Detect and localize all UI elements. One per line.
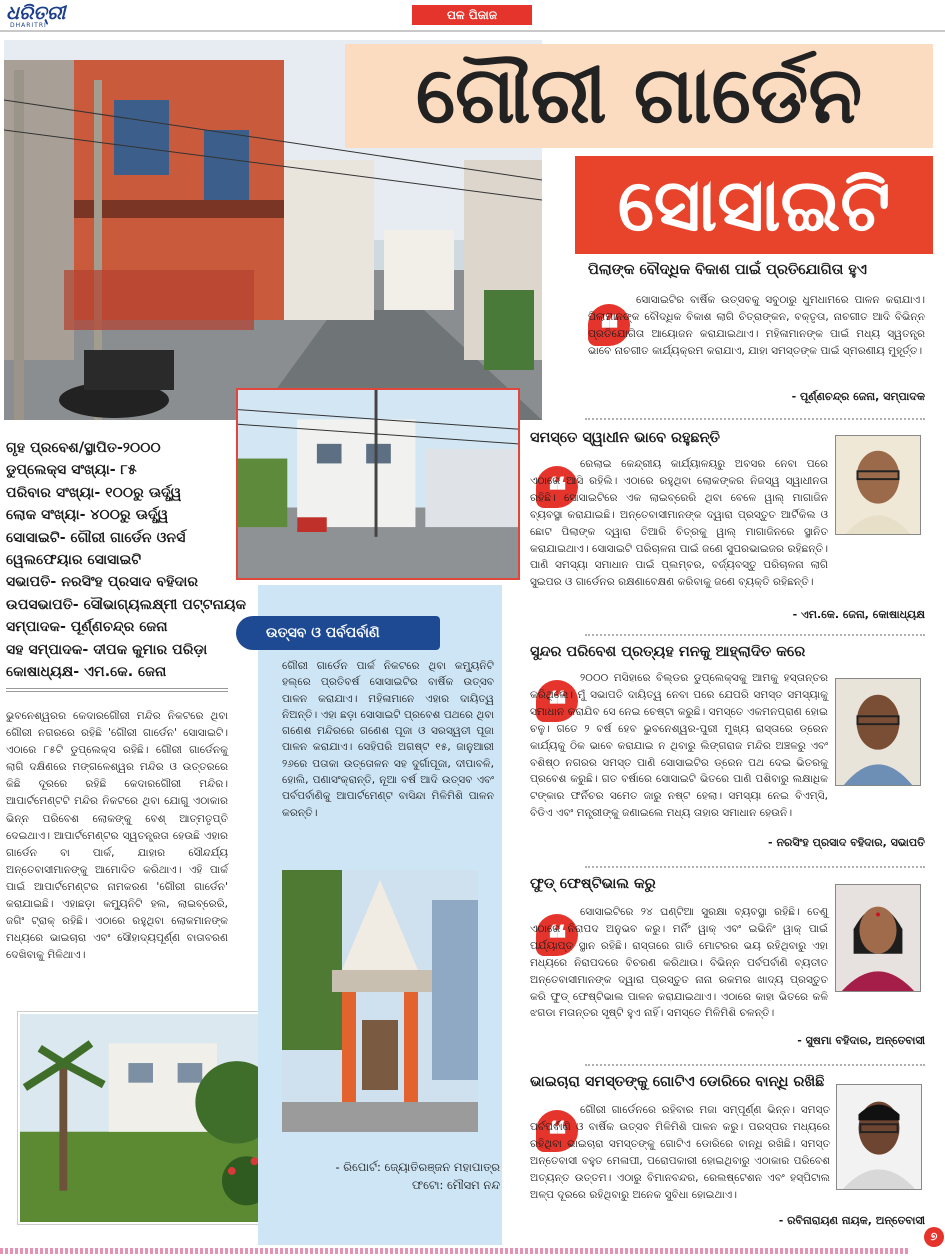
top-divider [0,30,945,32]
quote-signature: - ରବିନାରାୟଣ ନାୟକ, ଅନ୍ତେବାସୀ [778,1214,925,1227]
fact-line: ୱେଲଫେୟାର ସୋସାଇଟି [6,552,142,569]
quote-block-5 [530,1074,925,1239]
fact-line: ସହ ସମ୍ପାଦକ- ଦୀପକ କୁମାର ପରିଡ଼ା [6,641,208,658]
quote-block-2 [530,430,925,630]
section-tag: ପଳ ପିଜାଜ [412,5,532,25]
fact-line: କୋଷାଧ୍ୟକ୍ଷ- ଏମ.କେ. ଜେନା [6,664,167,681]
quote-mark-icon: ❝ [536,914,578,956]
quote-signature: - ସୁଷମା ବହିଦାର, ଅନ୍ତେବାସୀ [797,1034,925,1047]
quote-heading: ସମସ୍ତେ ସ୍ୱାଧୀନ ଭାବେ ରହୁଛନ୍ତି [530,430,721,446]
quote-text: ସୋସାଇଟିରେ ୨୪ ଘଣ୍ଟିଆ ସୁରକ୍ଷା ବ୍ୟବସ୍ଥା ରହିଛି। ତେଣୁ ଏଠାରେ ନିରାପଦ ଅନୁଭବ କରୁ। ମର୍ନିଂ ୱାକ୍ ଏବଂ ଇଭିନିଂ ୱାକ୍ ପାଇଁ ପର୍ଯ୍ୟାପ୍ତ ସ୍ଥାନ ରହିଛି। ରାସ୍ତାରେ ଗାଡି ମୋଟରର ଭୟ ରହିଥିବାରୁ ଏହା ମଧ୍ୟରେ ନିରାପଦରେ ବିଚରଣ କରିଥାଉ। ବିଭିନ୍ନ ପର୍ବପର୍ବାଣି ବ୍ୟତୀତ ଅନ୍ତେବାସୀମାନଙ୍କ ଦ୍ୱାରା ପ୍ରସ୍ତୁତ ନାନା ରକମର ଖାଦ୍ୟ ପ୍ରସ୍ତୁତ କରି ଫୁଡ୍ ଫେଷ୍ଟିଭାଲ ପାଳନ କରାଯାଇଥାଏ। ଏଠାରେ କାହା ଭିତରେ କଳି ଝଗଡା ମତାନ୍ତର ସୃଷ୍ଟି ହୁଏ ନାହିଁ। ସମସ୍ତେ ମିଳିମିଶି ଚଳନ୍ତି। [530,906,828,1020]
portrait-mk-jena [835,435,921,535]
fact-line: ଲୋକ ସଂଖ୍ୟା- ୪୦୦ରୁ ଊର୍ଦ୍ଧ୍ୱ [6,507,169,524]
quote-text: ଗୌରୀ ଗାର୍ଡେନରେ ରହିବାର ମଜା ସମ୍ପୂର୍ଣ୍ଣ ଭିନ୍ନ। ସମସ୍ତ ପର୍ବପର୍ବାଣି ଓ ବାର୍ଷିକ ଉତ୍ସବ ମିଳିମିଶି ପାଳନ କରୁ। ପରସ୍ପର ମଧ୍ୟରେ ରହିଥିବା ଭାଇଚାରା ସମସ୍ତଙ୍କୁ ଗୋଟିଏ ଡୋରିରେ ବାନ୍ଧି ରଖିଛି। ସମସ୍ତ ଅନ୍ତେବାସୀ ବହୁତ ମେଳାପୀ, ପରୋପକାରୀ ହୋଇଥିବାରୁ ଏଠାକାର ପରିବେଶ ଅତ୍ୟନ୍ତ ଉତ୍ତମ। ଏଠାରୁ ବିମାନବନ୍ଦର, ରେଲଷ୍ଟେଶନ ଏବଂ ହସ୍ପିଟାଲ ଅଳ୍ପ ଦୂରରେ ରହିଥିବାରୁ ଅନେକ ସୁବିଧା ହୋଇଥାଏ। [530,1104,830,1201]
garden-photo [18,1012,288,1224]
quote-heading: ପିଲାଙ୍କ ବୌଦ୍ଧିକ ବିକାଶ ପାଇଁ ପ୍ରତିଯୋଗିତା ହୁଏ [588,262,867,278]
quote-mark-icon: ❝ [536,1110,578,1152]
quote-block-4 [530,876,925,1056]
quote-mark-icon: ❝ [536,680,578,722]
photo-credit: ଫଟୋ: ମୌସମ ନନ୍ଦ [412,1178,500,1192]
festival-text: ଗୌରୀ ଗାର୍ଡେନ ପାର୍କ ନିକଟରେ ଥିବା କମ୍ୟୁନିଟି ହଲ୍‌ରେ ପ୍ରତିବର୍ଷ ସୋସାଇଟିର ବାର୍ଷିକ ଉତ୍ସବ ପାଳନ କରାଯାଏ। ମହିଳାମାନେ ଏହାର ଦାୟିତ୍ୱ ନିଅନ୍ତି। ଏହା ଛଡ଼ା ସୋସାଇଟି ପ୍ରବେଶ ପଥରେ ଥିବା ଗଣେଶ ମନ୍ଦିରରେ ଗଣେଶ ପୂଜା ଓ ସରସ୍ୱତୀ ପୂଜା ପାଳନ କରାଯାଏ। ସେହିପରି ଅଗଷ୍ଟ ୧୫, ଜାନୁଆରୀ ୨୬ରେ ପତାକା ଉତ୍ତୋଳନ ସହ ଦୁର୍ଗାପୂଜା, ଦୀପାବଳି, ହୋଲି, ପଣାସଂକ୍ରାନ୍ତି, ନୂଆ ବର୍ଷ ଆଦି ଉତ୍ସବ ଏବଂ ପର୍ବପର୍ବାଣିକୁ ଆପାର୍ଟମେଣ୍ଟ ବାସିନ୍ଦା ମିଳିମିଶି ପାଳନ କରନ୍ତି। [282,660,494,819]
masthead [0,0,945,30]
quote-block-1 [588,262,925,412]
temple-photo [282,870,478,1132]
fact-line: ଗୃହ ପ୍ରବେଶ/ସ୍ଥାପିତ-୨୦୦୦ [6,440,161,456]
houses-photo [236,388,520,580]
fact-line: ସୋସାଇଟି- ଗୌରୀ ଗାର୍ଡେନ ଓନର୍ସ [6,529,186,546]
headline-line-2: ସୋସାଇଟି [575,156,933,254]
quote-heading: ଫୁଡ୍ ଫେଷ୍ଟିଭାଲ କରୁ [530,876,656,892]
fact-line: ସମ୍ପାଦକ- ପୂର୍ଣ୍ଣଚନ୍ଦ୍ର ଜେନା [6,619,168,636]
quote-signature: - ଏମ.କେ. ଜେନା, କୋଷାଧ୍ୟକ୍ଷ [792,608,925,621]
report-credit: - ରିପୋର୍ଟ: ଜ୍ୟୋତିରଞ୍ଜନ ମହାପାତ୍ର [335,1160,500,1174]
quote-text: ସୋସାଇଟିର ବାର୍ଷିକ ଉତ୍ସବକୁ ସବୁଠାରୁ ଧୁମଧାମରେ ପାଳନ କରାଯାଏ। ପିଲାମାନଙ୍କ ବୌଦ୍ଧିକ ବିକାଶ ଲାଗି ଚିତ୍ରାଙ୍କନ, ବକ୍ତୃତା, ନାଚଗୀତ ଆଦି ବିଭିନ୍ନ ପ୍ରତିଯୋଗିତା ଆୟୋଜନ କରାଯାଇଥାଏ। ମହିଳାମାନଙ୍କ ପାଇଁ ମଧ୍ୟ ସ୍ୱତନ୍ତ୍ର ଭାବେ ନାଚଗୀତ କାର୍ଯ୍ୟକ୍ରମ କରାଯାଏ, ଯାହା ସମସ୍ତଙ୍କ ପାଇଁ ସ୍ମରଣୀୟ ମୁହୂର୍ତ୍ତ। [588,294,925,357]
fact-line: ପରିବାର ସଂଖ୍ୟା- ୧୦୦ରୁ ଊର୍ଦ୍ଧ୍ୱ [6,484,182,501]
fact-line: ଡୁପ୍ଲେକ୍ସ ସଂଖ୍ୟା- ୮୫ [6,462,137,479]
fact-line: ଉପସଭାପତି- ସୌଭାଗ୍ୟଲକ୍ଷ୍ମୀ ପଟ୍ଟନାୟକ [6,596,247,613]
credits [300,1158,500,1194]
quote-text: ୨୦୦୦ ମସିହାରେ ବିଲ୍ଡର ଡୁପ୍ଲେକ୍ସକୁ ଆମକୁ ହସ୍ତାନ୍ତର କରିଥିଲେ। ମୁଁ ସଭାପତି ଦାୟିତ୍ୱ ନେବା ପରେ ଯେପରି ସମସ୍ତ ସମସ୍ୟାକୁ ସମାଧାନ କରାଯିବ ସେ ନେଇ ଚେଷ୍ଟା କରୁଛି। ସମସ୍ତେ ଏକମନପ୍ରାଣ ହୋଇ ଚଳୁ। ଗତେ ୨ ବର୍ଷ ହେବ ଭୁବନେଶ୍ୱର-ପୁରୀ ମୁଖ୍ୟ ରାସ୍ତାରେ ଡ୍ରେନ କାର୍ଯ୍ୟକୁ ଠିକ ଭାବେ କରାଯାଇ ନ ଥିବାରୁ ଲିଙ୍ଗରାଜ ମନ୍ଦିର ଅଞ୍ଚଳରୁ ଏବଂ ବଶିଷ୍ଠ ନଗରର ସମସ୍ତ ପାଣି ସୋସାଇଟିର ଡ୍ରେନ ପଥ ଦେଇ ଭିତରକୁ ପ୍ରବେଶ କରୁଛି। ଗତ ବର୍ଷାରେ ସୋସାଇଟି ଭିତରେ ପାଣି ପଶିବାରୁ ଲକ୍ଷାଧିକ ଟଙ୍କାର ଫର୍ନିଚର ସମେତ ଜାରୁ ନଷ୍ଟ ହେଲା। ସମସ୍ୟା ନେଇ ବିଏମ୍‌ସି, ବିଡିଏ ଏବଂ ମନ୍ତ୍ରୀଙ୍କୁ ଜଣାଇଲେ ମଧ୍ୟ ତାହାର ସମାଧାନ ହେଉନି। [530,672,828,820]
headline-line-1: ଗୌରୀ ଗାର୍ଡେନ [345,44,933,148]
festival-heading: ଉତ୍ସବ ଓ ପର୍ବପର୍ବାଣି [236,616,440,650]
quote-signature: - ନରସିଂହ ପ୍ରସାଦ ବହିଦାର, ସଭାପତି [768,836,925,849]
quote-block-3 [530,644,925,859]
quote-heading: ଭାଇଚାରା ସମସ୍ତଙ୍କୁ ଗୋଟିଏ ଡୋରିରେ ବାନ୍ଧି ରଖିଛି [530,1074,825,1090]
article-body: ଭୁବନେଶ୍ୱରର କେଦାରଗୌରୀ ମନ୍ଦିର ନିକଟରେ ଥିବା ଗୌରୀ ନଗରରେ ରହିଛି 'ଗୌରୀ ଗାର୍ଡେନ' ସୋସାଇଟି। ଏଠାରେ ୮୫ଟି ଡୁପ୍ଲେକ୍ସ ରହିଛି। ଗୌରୀ ଗାର୍ଡେନକୁ ଲାଗି ଦକ୍ଷିଣରେ ମଙ୍ଗଳେଶ୍ୱର ମନ୍ଦିର ଓ ଉତ୍ତରରେ କିଛି ଦୂରରେ ରହିଛି କେଦାରଗୌରୀ ମନ୍ଦିର। ଆପାର୍ଟମେଣ୍ଟଟି ମନ୍ଦିର ନିକଟରେ ଥିବା ଯୋଗୁ ଏଠାକାର ଭିନ୍ନ ପରିବେଶ ଲୋକଙ୍କୁ ବେଶ୍ ଆତ୍ମତୃପ୍ତି ଦେଇଥାଏ। ଆପାର୍ଟମେଣ୍ଟର ସ୍ୱତନ୍ତ୍ରତା ହେଉଛି ଏହାର ଗାର୍ଡେନ ବା ପାର୍କ, ଯାହାର ସୌନ୍ଦର୍ଯ୍ୟ ଅନ୍ତେବାସୀମାନଙ୍କୁ ଆମୋଦିତ କରିଥାଏ। ଏହି ପାର୍କ ପାଇଁ ଆପାର୍ଟମେଣ୍ଟର ନାମକରଣ 'ଗୌରୀ ଗାର୍ଡେନ' କରାଯାଇଛି। ଏହାଛଡ଼ା କମ୍ୟୁନିଟି ହଲ, ଲାଇବ୍ରେରି, ଜଗିଂ ଟ୍ରାକ୍ ରହିଛି। ଏଠାରେ ରହୁଥିବା ଲୋକମାନଙ୍କ ମଧ୍ୟରେ ଭାଇଚାରା ଏବଂ ସୌହାଦ୍ୟପୂର୍ଣ୍ଣ ବାତାବରଣ ଦେଖିବାକୁ ମିଳିଥାଏ। [6,710,228,962]
quote-mark-icon: ❝ [536,466,578,508]
divider [6,688,228,692]
newspaper-logo-subtitle: DHARITRI [10,22,47,29]
quote-mark-icon: ❝ [588,304,630,346]
bottom-divider [0,1248,910,1254]
quote-text: ରେଲାଇ କେନ୍ଦ୍ରୀୟ କାର୍ଯ୍ୟାଳୟରୁ ଅବସର ନେବା ପରେ ଏଠାରେ ଆସି ରହିଲି। ଏଠାରେ ରହୁଥିବା ଲୋକଙ୍କର ନିଜସ୍ୱ ସ୍ୱାଧୀନତା ରହିଛି। ସୋସାଇଟିରେ ଏକ ଲାଇବ୍ରେରି ଥିବା ବେଳେ ୱାଲ୍ ମାଗାଜିନ ବ୍ୟବସ୍ଥା କରାଯାଇଛି। ଅନ୍ତେବାସୀମାନଙ୍କ ଦ୍ୱାରା ପ୍ରସ୍ତୁତ ଆର୍ଟିକିଲ ଓ ଛୋଟ ପିଲାଙ୍କ ଦ୍ୱାରା ତିଆରି ଚିତ୍ରକୁ ୱାଲ୍ ମାଗାଜିନରେ ସ୍ଥାନିତ କରାଯାଇଥାଏ। ସୋସାଇଟି ପରିଚାଳନା ପାଇଁ ଜଣେ ସୁପରଭାଇଜର ରହିଛନ୍ତି। ପାଣି ସମସ୍ୟା ସମାଧାନ ପାଇଁ ପ୍ଲମ୍ବର, ବର୍ଜ୍ୟବସ୍ତୁ ପରିଚାଳନା ଲାଗି ସୁଇପର ଓ ଗାର୍ଡେନର ରକ୍ଷଣାବେକ୍ଷଣ କରିବାକୁ ଜଣେ ବ୍ୟକ୍ତି ରହିଛନ୍ତି। [530,458,828,589]
quote-signature: - ପୂର୍ଣ୍ଣଚନ୍ଦ୍ର ଜେନା, ସମ୍ପାଦକ [791,390,925,403]
divider [585,1064,925,1066]
portrait-sushama-bahidar [835,884,921,992]
quote-heading: ସୁନ୍ଦର ପରିବେଶ ପ୍ରତ୍ୟହ ମନକୁ ଆହ୍ଲାଦିତ କରେ [530,644,806,660]
divider [585,634,925,636]
society-facts [6,437,247,683]
divider [585,866,925,868]
portrait-narasingha-prasad [835,678,921,786]
divider [585,418,925,420]
portrait-rabinarayan-nayak [836,1084,922,1190]
newspaper-logo: ଧରିତ୍ରୀ [6,2,66,24]
page-number: ୭ [924,1227,944,1247]
fact-line: ସଭାପତି- ନରସିଂହ ପ୍ରସାଦ ବହିଦାର [6,574,199,591]
